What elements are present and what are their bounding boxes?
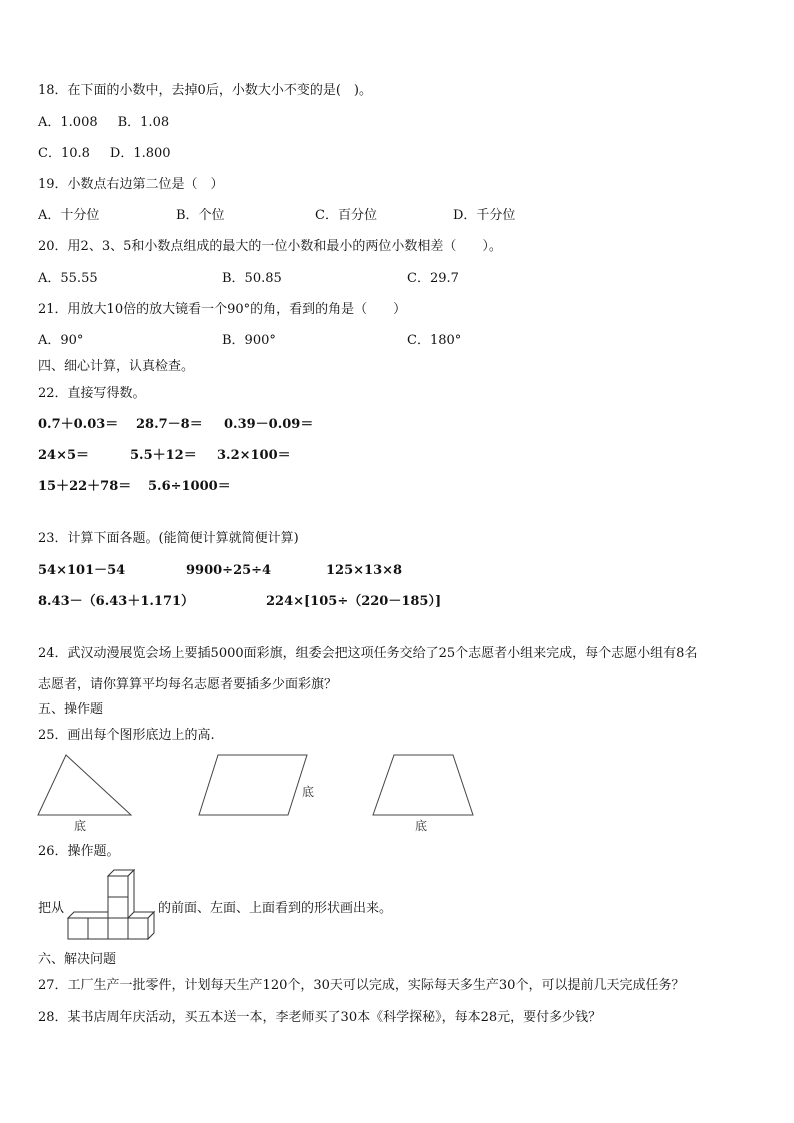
option-b: B．1.08	[117, 115, 170, 130]
q22-expr-5: 5.5＋12＝	[130, 448, 197, 463]
option-c: C．10.8	[38, 146, 90, 161]
section-5-heading: 五、操作题	[38, 702, 104, 717]
q22-expr-1: 0.7＋0.03＝	[38, 417, 119, 432]
q22-expr-4: 24×5＝	[38, 448, 90, 463]
q23-expr-4: 8.43－（6.43＋1.171）	[38, 594, 195, 609]
q23-expr-1: 54×101－54	[38, 563, 126, 578]
question-20-option-c: C．29.7	[407, 271, 459, 286]
q22-expr-8: 5.6÷1000＝	[148, 479, 231, 494]
cube-front	[108, 897, 128, 918]
parallelogram-base-label: 底	[302, 785, 315, 799]
q23-expr-3: 125×13×8	[326, 563, 403, 578]
question-23-stem: 23．计算下面各题。(能简便计算就简便计算)	[38, 531, 299, 546]
cube-side-face	[128, 870, 134, 918]
question-19-option-c: C．百分位	[315, 208, 377, 223]
q23-expr-5: 224×[105÷（220－185）]	[266, 594, 442, 609]
q22-expr-3: 0.39－0.09＝	[224, 417, 314, 432]
question-19-option-d: D．千分位	[453, 208, 516, 223]
question-18-stem: 18．在下面的小数中，去掉0后，小数大小不变的是( )。	[38, 83, 372, 98]
cube-front	[128, 918, 148, 939]
question-20-option-a: A．55.55	[38, 271, 98, 286]
option-a: A．1.008	[38, 115, 98, 130]
question-24-line2: 志愿者，请你算算平均每名志愿者要插多少面彩旗？	[38, 677, 338, 692]
section-6-heading: 六、解决问题	[38, 952, 117, 967]
cube-front	[108, 876, 128, 897]
question-19-option-a: A．十分位	[38, 208, 100, 223]
question-19-stem: 19．小数点右边第二位是（ ）	[38, 177, 224, 192]
question-21-stem: 21．用放大10倍的放大镜看一个90°的角，看到的角是（ ）	[38, 302, 407, 317]
question-21-option-b: B．900°	[222, 333, 276, 348]
triangle-base-label: 底	[74, 819, 87, 833]
cube-front	[88, 918, 108, 939]
q23-expr-2: 9900÷25÷4	[186, 563, 272, 578]
question-20-option-b: B．50.85	[222, 271, 282, 286]
question-21-option-a: A．90°	[38, 333, 84, 348]
question-26-stem: 26．操作题。	[38, 844, 120, 859]
question-27: 27．工厂生产一批零件，计划每天生产120个，30天可以完成，实际每天多生产30个，可以提前几天完成任务？	[38, 978, 685, 993]
cube-front	[68, 918, 88, 939]
q22-expr-7: 15＋22＋78＝	[38, 479, 132, 494]
question-28: 28．某书店周年庆活动，买五本送一本，李老师买了30本《科学探秘》，每本28元，要付多少钱？	[38, 1010, 602, 1025]
question-26-after-text: 的前面、左面、上面看到的形状画出来。	[158, 901, 393, 916]
question-20-stem: 20．用2、3、5和小数点组成的最大的一位小数和最小的两位小数相差（ ）。	[38, 239, 502, 254]
question-24-line1: 24．武汉动漫展览会场上要插5000面彩旗，组委会把这项任务交给了25个志愿者小组来完成，每个志愿小组有8名	[38, 646, 698, 661]
question-26-before-text: 把从	[38, 901, 65, 916]
question-19-option-b: B．个位	[176, 208, 225, 223]
cube-front	[108, 918, 128, 939]
option-d: D．1.800	[109, 146, 171, 161]
question-22-stem: 22．直接写得数。	[38, 386, 146, 401]
q22-expr-2: 28.7－8＝	[136, 417, 203, 432]
question-21-option-c: C．180°	[407, 333, 462, 348]
trapezoid-base-label: 底	[415, 819, 428, 833]
section-4-heading: 四、细心计算，认真检查。	[38, 359, 195, 374]
question-25-stem: 25．画出每个图形底边上的高.	[38, 728, 215, 743]
q22-expr-6: 3.2×100＝	[217, 448, 291, 463]
